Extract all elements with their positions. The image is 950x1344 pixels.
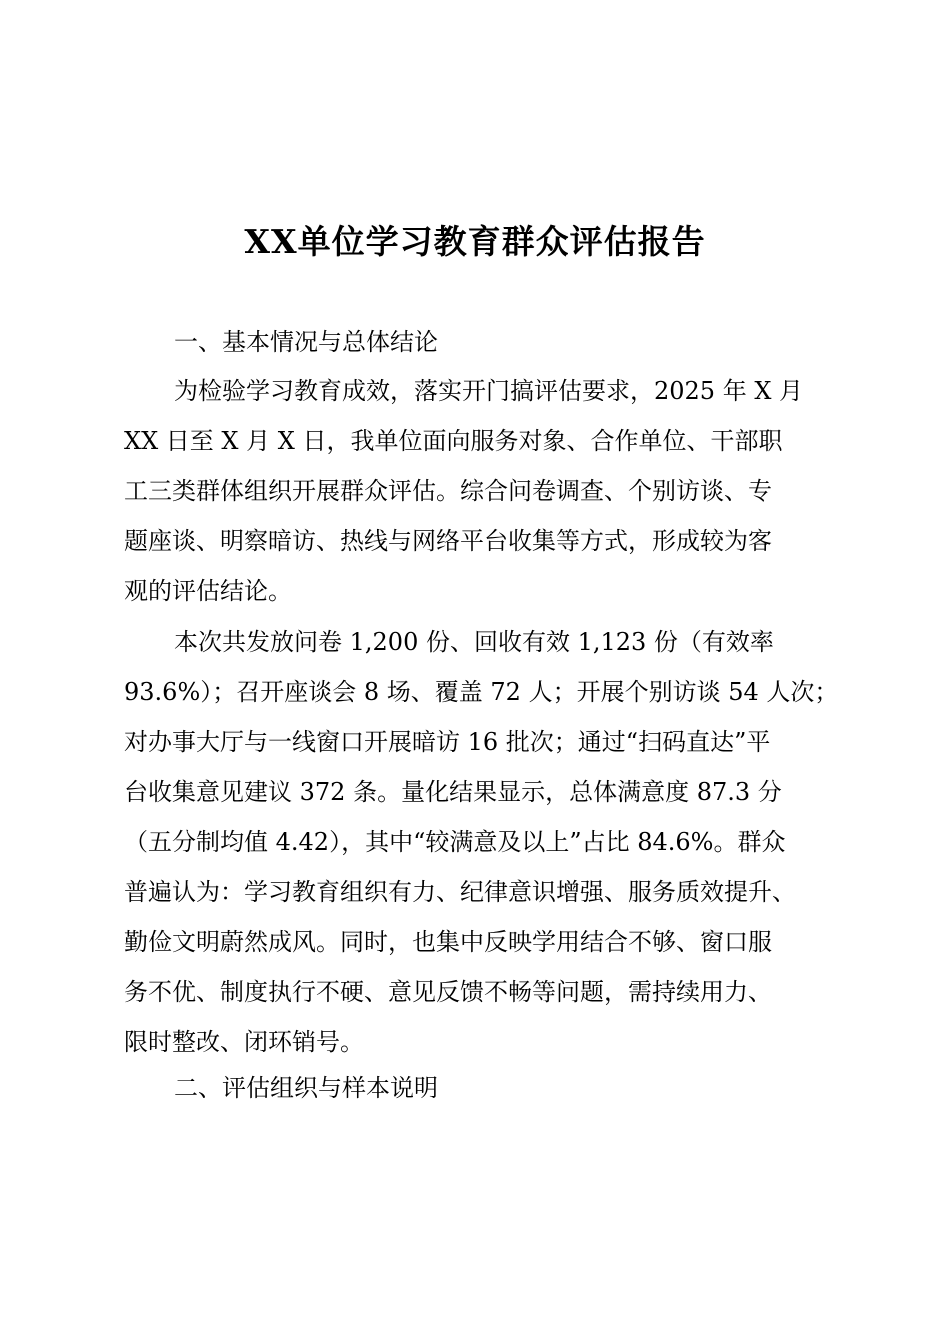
section-heading-sample-description: 二、评估组织与样本说明	[174, 1074, 438, 1102]
document-title: XX单位学习教育群众评估报告	[244, 222, 706, 261]
paragraph-line: 工三类群体组织开展群众评估。综合问卷调查、个别访谈、专	[124, 477, 772, 505]
paragraph-line: XX 日至 X 月 X 日，我单位面向服务对象、合作单位、干部职	[124, 427, 783, 455]
paragraph-line: 题座谈、明察暗访、热线与网络平台收集等方式，形成较为客	[124, 527, 772, 555]
paragraph-line: 本次共发放问卷 1,200 份、回收有效 1,123 份（有效率	[174, 628, 774, 656]
paragraph-line: 务不优、制度执行不硬、意见反馈不畅等问题，需持续用力、	[124, 978, 772, 1006]
paragraph-line: 勤俭文明蔚然成风。同时，也集中反映学用结合不够、窗口服	[124, 928, 772, 956]
section-heading-basic-situation: 一、基本情况与总体结论	[174, 328, 438, 356]
paragraph-line: 台收集意见建议 372 条。量化结果显示，总体满意度 87.3 分	[124, 778, 782, 806]
paragraph-line: 限时整改、闭环销号。	[124, 1028, 364, 1056]
paragraph-line: 为检验学习教育成效，落实开门搞评估要求，2025 年 X 月	[174, 377, 804, 405]
paragraph-line: 93.6%）；召开座谈会 8 场、覆盖 72 人；开展个别访谈 54 人次；	[124, 678, 839, 706]
paragraph-line: 观的评估结论。	[124, 577, 292, 605]
paragraph-line: 普遍认为：学习教育组织有力、纪律意识增强、服务质效提升、	[124, 878, 796, 906]
paragraph-line: （五分制均值 4.42），其中“较满意及以上”占比 84.6%。群众	[124, 828, 786, 856]
paragraph-line: 对办事大厅与一线窗口开展暗访 16 批次；通过“扫码直达”平	[124, 728, 771, 756]
